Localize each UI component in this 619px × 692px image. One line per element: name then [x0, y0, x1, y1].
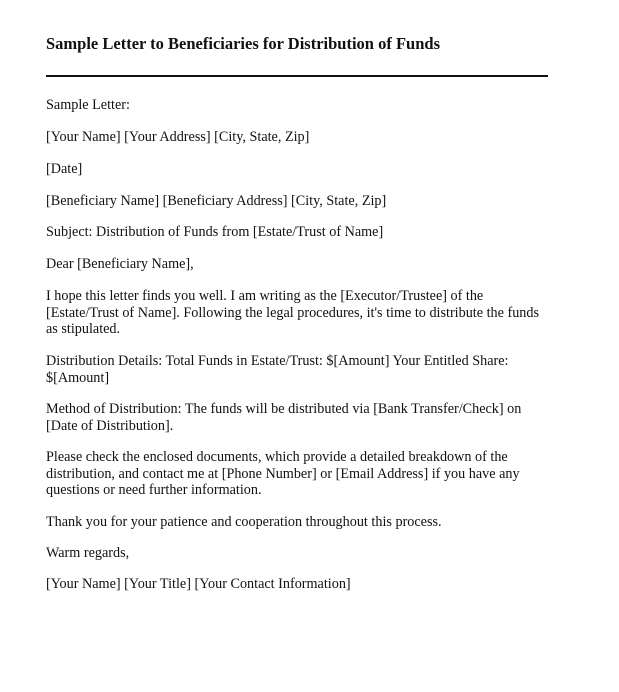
- sender-address: [Your Name] [Your Address] [City, State, Zip]: [46, 129, 310, 145]
- distribution-details: Distribution Details: Total Funds in Estate/Trust: $[Amount] Your Entitled Share: $[Amount]: [46, 353, 509, 386]
- letter-label: Sample Letter:: [46, 97, 130, 113]
- letter-salutation: Dear [Beneficiary Name],: [46, 256, 194, 272]
- thanks-paragraph: Thank you for your patience and cooperation throughout this process.: [46, 514, 442, 530]
- intro-paragraph: I hope this letter finds you well. I am writing as the [Executor/Trustee] of the [Estate/Trust of Name]. Following the legal procedures, it's time to distribute the funds as stipulated.: [46, 288, 539, 337]
- distribution-method: Method of Distribution: The funds will be distributed via [Bank Transfer/Check] on [Date of Distribution].: [46, 401, 522, 434]
- documents-paragraph: Please check the enclosed documents, which provide a detailed breakdown of the distribution, and contact me at [Phone Number] or [Email Address] if you have any questions or need further information.: [46, 449, 520, 498]
- letter-date: [Date]: [46, 161, 83, 177]
- title-divider: [46, 75, 548, 77]
- letter-subject: Subject: Distribution of Funds from [Estate/Trust of Name]: [46, 224, 384, 240]
- letter-title: Sample Letter to Beneficiaries for Distribution of Funds: [46, 34, 440, 53]
- recipient-address: [Beneficiary Name] [Beneficiary Address] [City, State, Zip]: [46, 193, 387, 209]
- letter-closing: Warm regards,: [46, 545, 130, 561]
- signature-block: [Your Name] [Your Title] [Your Contact Information]: [46, 576, 351, 592]
